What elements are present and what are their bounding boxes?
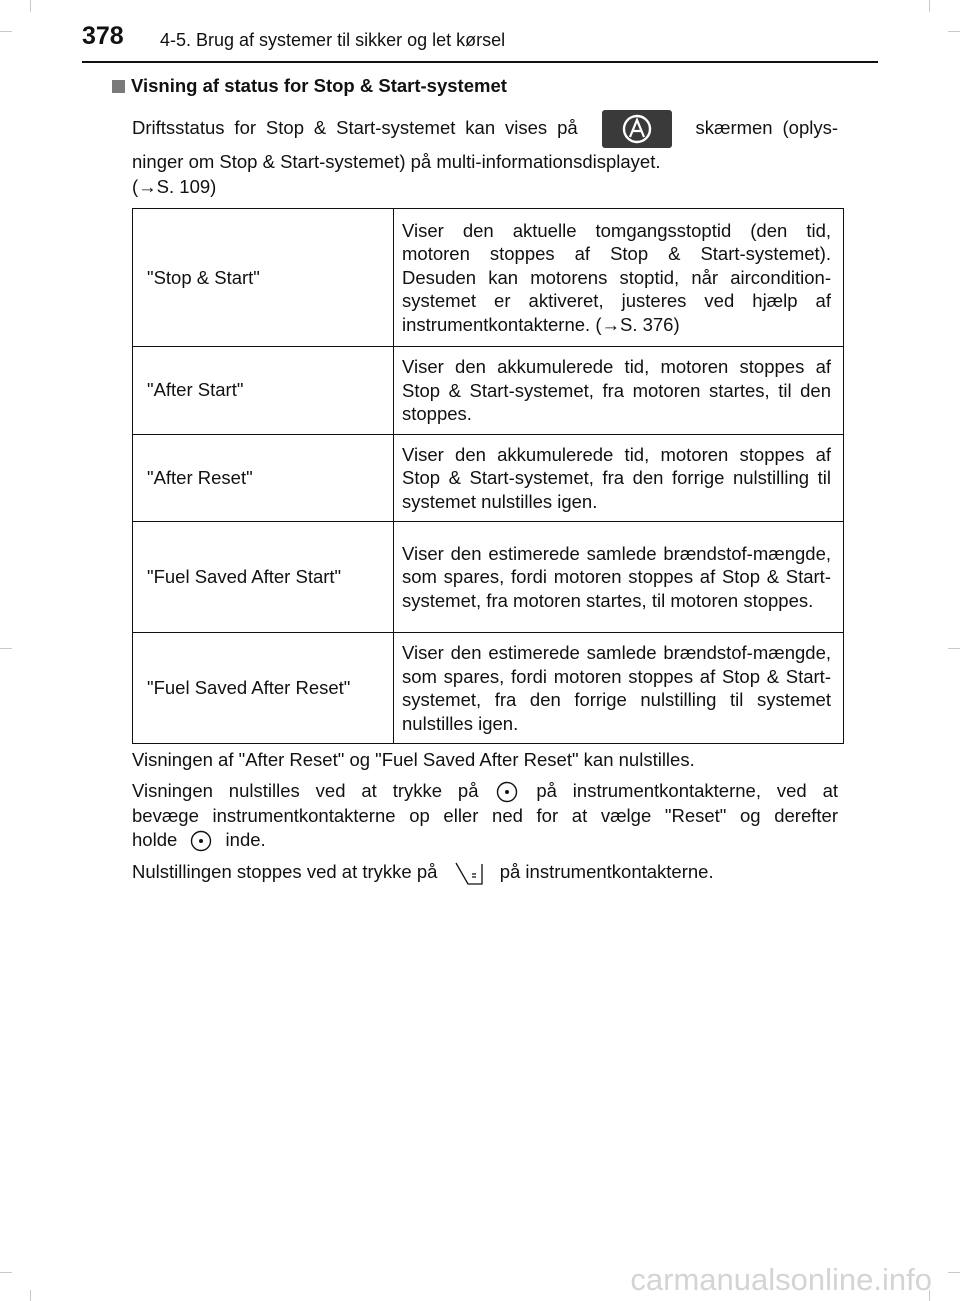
stop-reset-instruction [132,858,838,888]
reset-instructions-line-1 [132,779,838,805]
reset-instructions-line-2: bevæge instrumentkontakterne op eller ned for at vælge "Reset" og derefter [132,805,838,826]
table-cell-desc: Viser den estimerede samlede brændstof-mængde, som spares, fordi motoren stoppes af Stop & Start-systemet, fra den forrige nulstilling til systemet nulstilles igen. [394,633,844,744]
crop-mark [0,31,12,32]
table-cell-desc: Viser den akkumulerede tid, motoren stoppes af Stop & Start-systemet, fra motoren startes, til den stoppes. [394,347,844,435]
subsection-heading [112,75,507,97]
select-button-icon [186,829,216,853]
crop-mark [0,1272,12,1273]
heading-text: Visning af status for Stop & Start-systemet [131,75,507,96]
table-cell-name: "After Start" [133,347,394,435]
table-row [133,522,844,633]
back-button-icon [449,858,489,888]
instruction-text: Nulstillingen stoppes ved at trykke på [132,860,438,882]
table-row [133,209,844,347]
table-cell-desc: Viser den aktuelle tomgangsstoptid (den tid, motoren stoppes af Stop & Start-systemet). Desuden kan motorens stoptid, når aircondition-systemet er aktiveret, justeres ved hjælp af instrumentkontakterne. (→S. 376) [394,209,844,347]
table-cell-name: "After Reset" [133,434,394,522]
header-rule [82,61,878,63]
instruction-text: inde. [225,829,266,850]
display-screen-icon [602,110,672,148]
bullet-square-icon [112,80,125,93]
crop-mark [0,648,12,649]
intro-line-3: (→S. 109) [132,176,217,197]
intro-text: skærmen (oplys- [695,117,839,138]
table-row [133,347,844,435]
crop-mark [30,0,31,12]
reset-instructions-line-3 [132,828,838,853]
table-cell-name: "Stop & Start" [133,209,394,347]
intro-text: Driftsstatus for Stop & Start-systemet kan vises på [132,117,578,138]
table-row [133,633,844,744]
intro-line-1 [132,108,838,148]
table-row [133,434,844,522]
page-number: 378 [82,22,124,50]
instruction-text: på instrumentkontakterne. [499,860,714,882]
crop-mark [30,1290,31,1301]
table-cell-desc: Viser den akkumulerede tid, motoren stoppes af Stop & Start-systemet, fra den forrige nulstilling til systemet nulstilles igen. [394,434,844,522]
instruction-text: på instrumentkontakterne, ved at [536,780,839,801]
instruction-text: holde [132,829,178,850]
table-cell-name: "Fuel Saved After Reset" [133,633,394,744]
crop-mark [929,0,930,12]
reset-note: Visningen af "After Reset" og "Fuel Saved After Reset" kan nulstilles. [132,749,695,770]
crop-mark [948,1272,960,1273]
instruction-text: Visningen nulstilles ved at trykke på [132,780,479,801]
crop-mark [948,31,960,32]
section-title: 4-5. Brug af systemer til sikker og let kørsel [160,30,506,50]
select-button-icon [494,780,520,804]
table-cell-desc: Viser den estimerede samlede brændstof-mængde, som spares, fordi motoren stoppes af Stop & Start-systemet, fra motoren startes, til motoren stoppes. [394,522,844,633]
watermark: carmanualsonline.info [630,1262,932,1297]
intro-line-2: ninger om Stop & Start-systemet) på multi-informationsdisplayet. [132,151,661,172]
table-cell-name: "Fuel Saved After Start" [133,522,394,633]
status-table [132,208,844,744]
crop-mark [948,648,960,649]
